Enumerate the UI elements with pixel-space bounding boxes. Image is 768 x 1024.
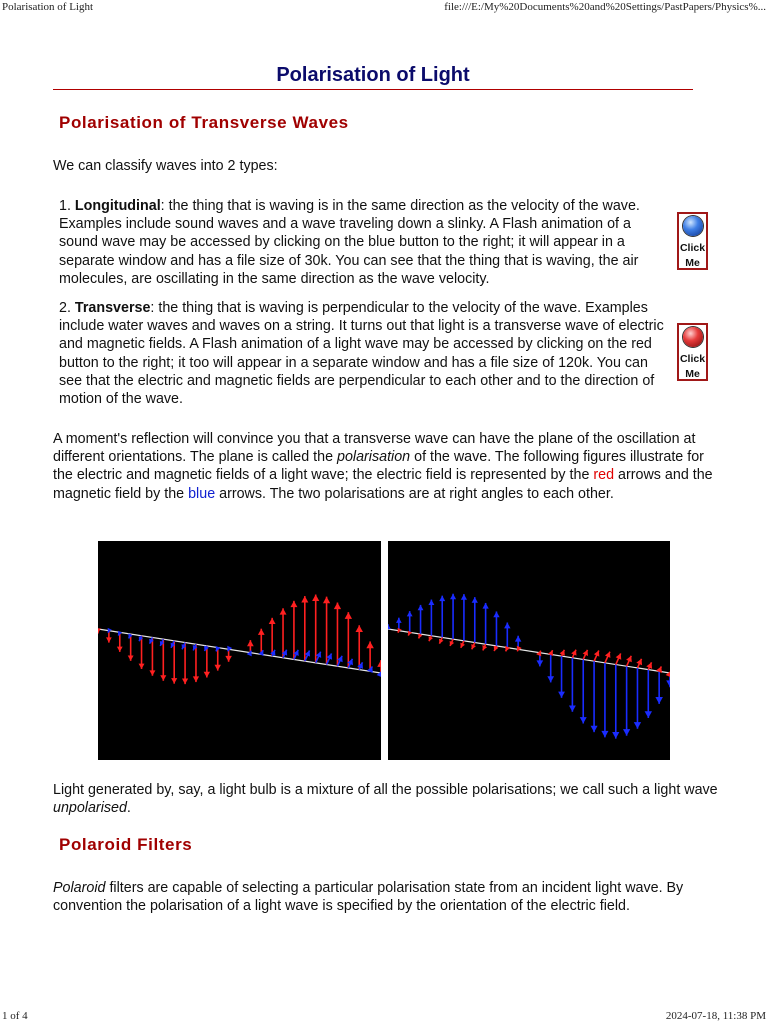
transverse-term: Transverse [74,300,151,316]
electric-field-arrow [345,612,352,668]
sound-wave-button-label: Click Me [679,242,706,269]
section-heading-transverse: Polarisation of Transverse Waves [59,113,349,132]
electric-field-arrow [312,595,319,663]
vertical-polarisation-figure [98,541,381,760]
reflection-paragraph: A moment's reflection will convince you that a transverse wave can have the plane of the oscillation at different orientations. The plane is called the polarisation of the wave. The following figures illustrate for the electric and magnetic fields of a light wave; the electric field is represented by the red arrows and the magnetic field by the blue arrows. The two polarisations are at right angles to each other. [53,431,713,502]
electric-field-arrow [117,632,123,651]
blue-word: blue [188,485,216,502]
propagation-axis [388,629,670,673]
electric-field-arrow [560,650,565,656]
electric-field-arrow [626,656,632,666]
magnetic-field-arrow [645,670,652,718]
red-word: red [593,467,615,484]
horizontal-polarisation-graphic [388,541,670,760]
page-number: 1 of 4 [2,1010,28,1022]
title-divider [53,89,693,90]
print-header-url: file:///E:/My%20Documents%20and%20Settings/PastPapers/Physics%... [444,1,766,13]
electric-field-arrow [323,597,330,665]
magnetic-field-arrow [504,623,510,648]
magnetic-field-arrow [612,665,619,739]
magnetic-field-arrow [193,644,198,650]
transverse-item [59,299,673,408]
electric-field-arrow [636,659,642,668]
longitudinal-text: : the thing that is waving is in the same direction as the velocity of the wave. Examples include sound waves and a wave traveling down a slinky. A Flash animation of a sound wave may be accessed by clicking on the blue button to the right; it will appear in a separate window and has a file size of 30k. You can see that the thing that is waving, the air molecules, are oscillating in the same direction as the wave velocity. [59,198,640,287]
longitudinal-number: 1. [59,198,75,214]
electric-field-arrow [334,603,341,667]
magnetic-field-arrow [108,628,112,633]
longitudinal-item [59,197,673,288]
electric-field-arrow [482,644,487,650]
intro-paragraph: We can classify waves into 2 types: [53,158,278,174]
magnetic-field-arrow [591,661,598,732]
magnetic-field-arrow [547,654,554,682]
electric-field-arrow [646,662,652,669]
electric-field-arrow [280,608,287,657]
magnetic-field-arrow [493,611,499,645]
light-wave-button-label: Click Me [679,353,706,380]
magnetic-field-arrow [407,611,413,632]
electric-field-arrow [450,639,455,646]
magnetic-field-arrow [655,671,663,704]
transverse-number: 2. [59,300,75,316]
section-heading-polaroid: Polaroid Filters [59,835,193,854]
polarisation-term: polarisation [337,449,411,466]
red-button-icon [683,327,703,347]
magnetic-field-arrow [418,605,424,634]
transverse-text: : the thing that is waving is perpendicular to the velocity of the wave. Examples include water waves and waves on a string. It turns out that light is a transverse wave of electric and magnetic fields. A Flash animation of a light wave may be accessed by clicking on the red button to the right; it too will appear in a separate window and has a file size of 120k. You can see that the electric and magnetic fields are perpendicular to each other and to the direction of motion of the wave. [59,300,664,408]
electric-field-arrow [429,636,433,641]
magnetic-field-arrow [227,646,232,652]
electric-field-arrow [583,650,588,660]
electric-field-arrow [377,660,381,673]
unpolarised-paragraph: Light generated by, say, a light bulb is a mixture of all the possible polarisations; we call such a light wave unpolarised. [53,782,718,817]
magnetic-field-arrow [247,651,252,657]
electric-field-arrow [301,596,308,661]
magnetic-field-arrow [623,666,630,735]
electric-field-arrow [605,652,611,663]
magnetic-field-arrow [580,659,587,723]
vertical-polarisation-graphic [98,541,381,760]
magnetic-field-arrow [316,652,322,663]
magnetic-field-arrow [482,603,488,644]
sound-wave-animation-button[interactable] [677,212,708,270]
longitudinal-term: Longitudinal [74,198,161,214]
magnetic-field-arrow [634,668,641,729]
polaroid-term: Polaroid [53,880,106,896]
polaroid-paragraph: Polaroid filters are capable of selecting a particular polarisation state from an incident light wave. By convention the polarisation of a light wave is specified by the orientation of the electric field. [53,880,684,915]
electric-field-arrow [616,653,622,664]
magnetic-field-arrow [428,600,434,636]
electric-field-arrow [439,637,443,643]
horizontal-polarisation-figure [388,541,670,760]
electric-field-arrow [536,651,541,657]
electric-field-arrow [460,641,465,648]
print-timestamp: 2024-07-18, 11:38 PM [665,1010,766,1022]
magnetic-field-arrow [461,594,467,641]
electric-field-arrow [398,628,402,633]
electric-field-arrow [471,643,476,650]
magnetic-field-arrow [388,624,391,629]
magnetic-field-arrow [357,662,363,669]
magnetic-field-arrow [450,594,456,639]
magnetic-field-arrow [558,656,565,698]
print-header-title: Polarisation of Light [2,1,94,13]
blue-button-icon [683,216,703,236]
magnetic-field-arrow [472,597,478,642]
magnetic-field-arrow [569,658,576,712]
magnetic-field-arrow [601,663,608,738]
page-title: Polarisation of Light [276,64,470,86]
magnetic-field-arrow [439,596,445,638]
electric-field-arrow [517,646,522,652]
unpolarised-term: unpolarised [53,800,127,817]
electric-field-arrow [594,651,599,662]
electric-field-arrow [290,601,297,660]
light-wave-animation-button[interactable] [677,323,708,381]
electric-field-arrow [571,650,576,658]
